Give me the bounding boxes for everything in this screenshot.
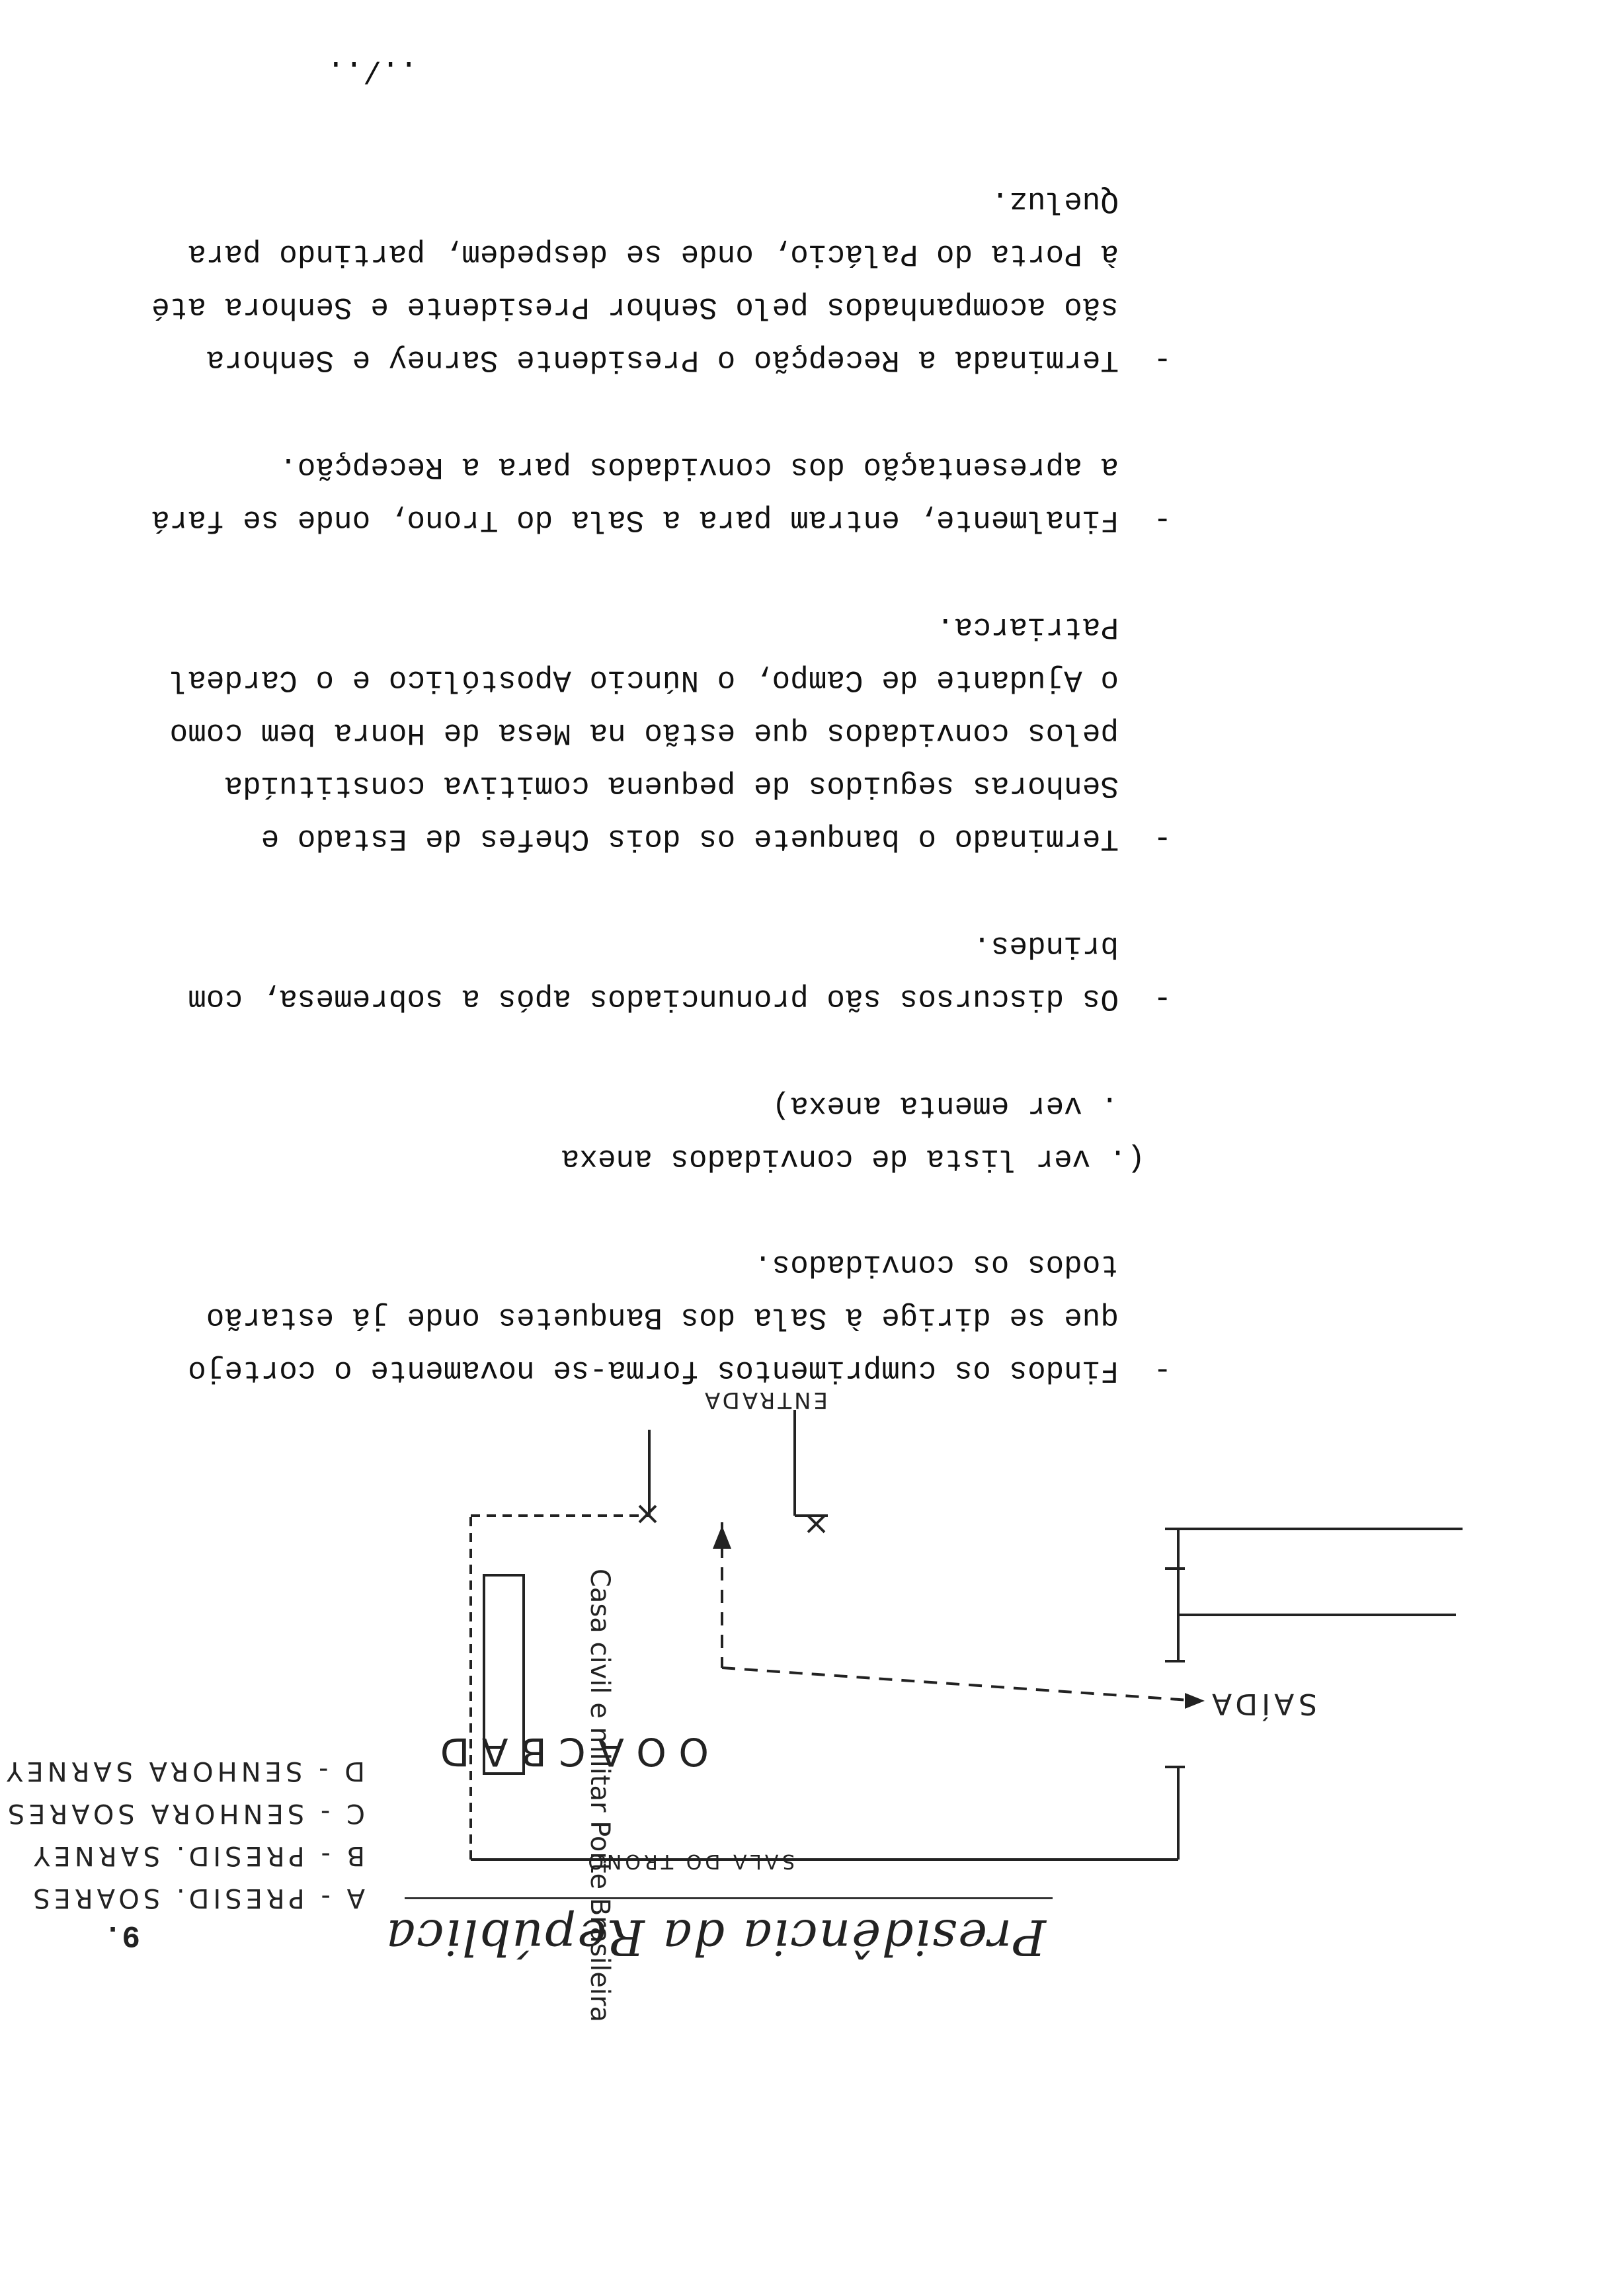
paragraph (140, 440, 1198, 546)
annex-notes (140, 1079, 1198, 1185)
casa-civil-label: Casa civil e militar Porte Brasileira (584, 1569, 615, 2022)
legend-item: B - PRESID. SARNEY (30, 1840, 365, 1871)
position-letters: O O A C B A D (440, 1729, 709, 1774)
mark-x-right (808, 1516, 824, 1532)
document-body (140, 120, 1198, 1397)
entrance-label: ENTRADA (702, 1387, 828, 1413)
path-out (722, 1668, 1198, 1701)
paragraph-text: Terminada a Recepção o Presidente Sarney e Senhora são acompanhados pelo Senhor Presidente e Senhora até à Porta do Palácio, onde se despedem, partindo para Queluz. (151, 184, 1119, 377)
legend-item: A - PRESID. SOARES (29, 1883, 365, 1913)
exit-label: SAÍDA (1207, 1687, 1317, 1721)
page-number: 9. (103, 1918, 140, 1952)
annex-note: . ver ementa anexa) (772, 1088, 1119, 1123)
paragraph-text: Findos os cumprimentos forma-se novamente o cortejo que se dirige à Sala dos Banquetes onde já estarão todos os convidados. (188, 1247, 1119, 1387)
paragraph (140, 919, 1198, 1025)
room-label: SALA DO TRONO (584, 1850, 795, 1873)
bullet-dash: - (1153, 821, 1172, 856)
annex-note: (. ver lista de convidados anexa (561, 1141, 1145, 1176)
legend-item: D - SENHORA SARNEY (3, 1756, 365, 1786)
paragraph (140, 600, 1198, 865)
paragraph-text: Os discursos são pronunciados após a sobremesa, com brindes. (188, 928, 1119, 1016)
continuation-mark: ../.. (326, 53, 418, 87)
bullet-dash: - (1153, 1353, 1172, 1387)
mark-x-left (639, 1506, 656, 1522)
bullet-dash: - (1153, 981, 1172, 1016)
entrance-arrow-icon (713, 1526, 731, 1549)
paragraph-text: Terminado o banquete os dois Chefes de Estado e Senhoras seguidos de pequena comitiva constituída pelos convidados que estão na Mesa de Honra bem como o Ajudante de Campo, o Núncio Apostólico e o Cardeal Patriarca. (169, 610, 1119, 856)
bullet-dash: - (1153, 343, 1172, 377)
exit-arrow-icon (1185, 1693, 1205, 1709)
diagram-legend (3, 1750, 365, 1919)
paragraph (140, 175, 1198, 386)
letterhead: Presidência da República (385, 1908, 1046, 1965)
paragraph (140, 1238, 1198, 1397)
legend-item: C - SENHORA SOARES (3, 1798, 365, 1828)
bullet-dash: - (1153, 503, 1172, 537)
paragraph-text: Finalmente, entram para a Sala do Trono, onde se fará a apresentação dos convidados para a Recepção. (151, 450, 1119, 537)
